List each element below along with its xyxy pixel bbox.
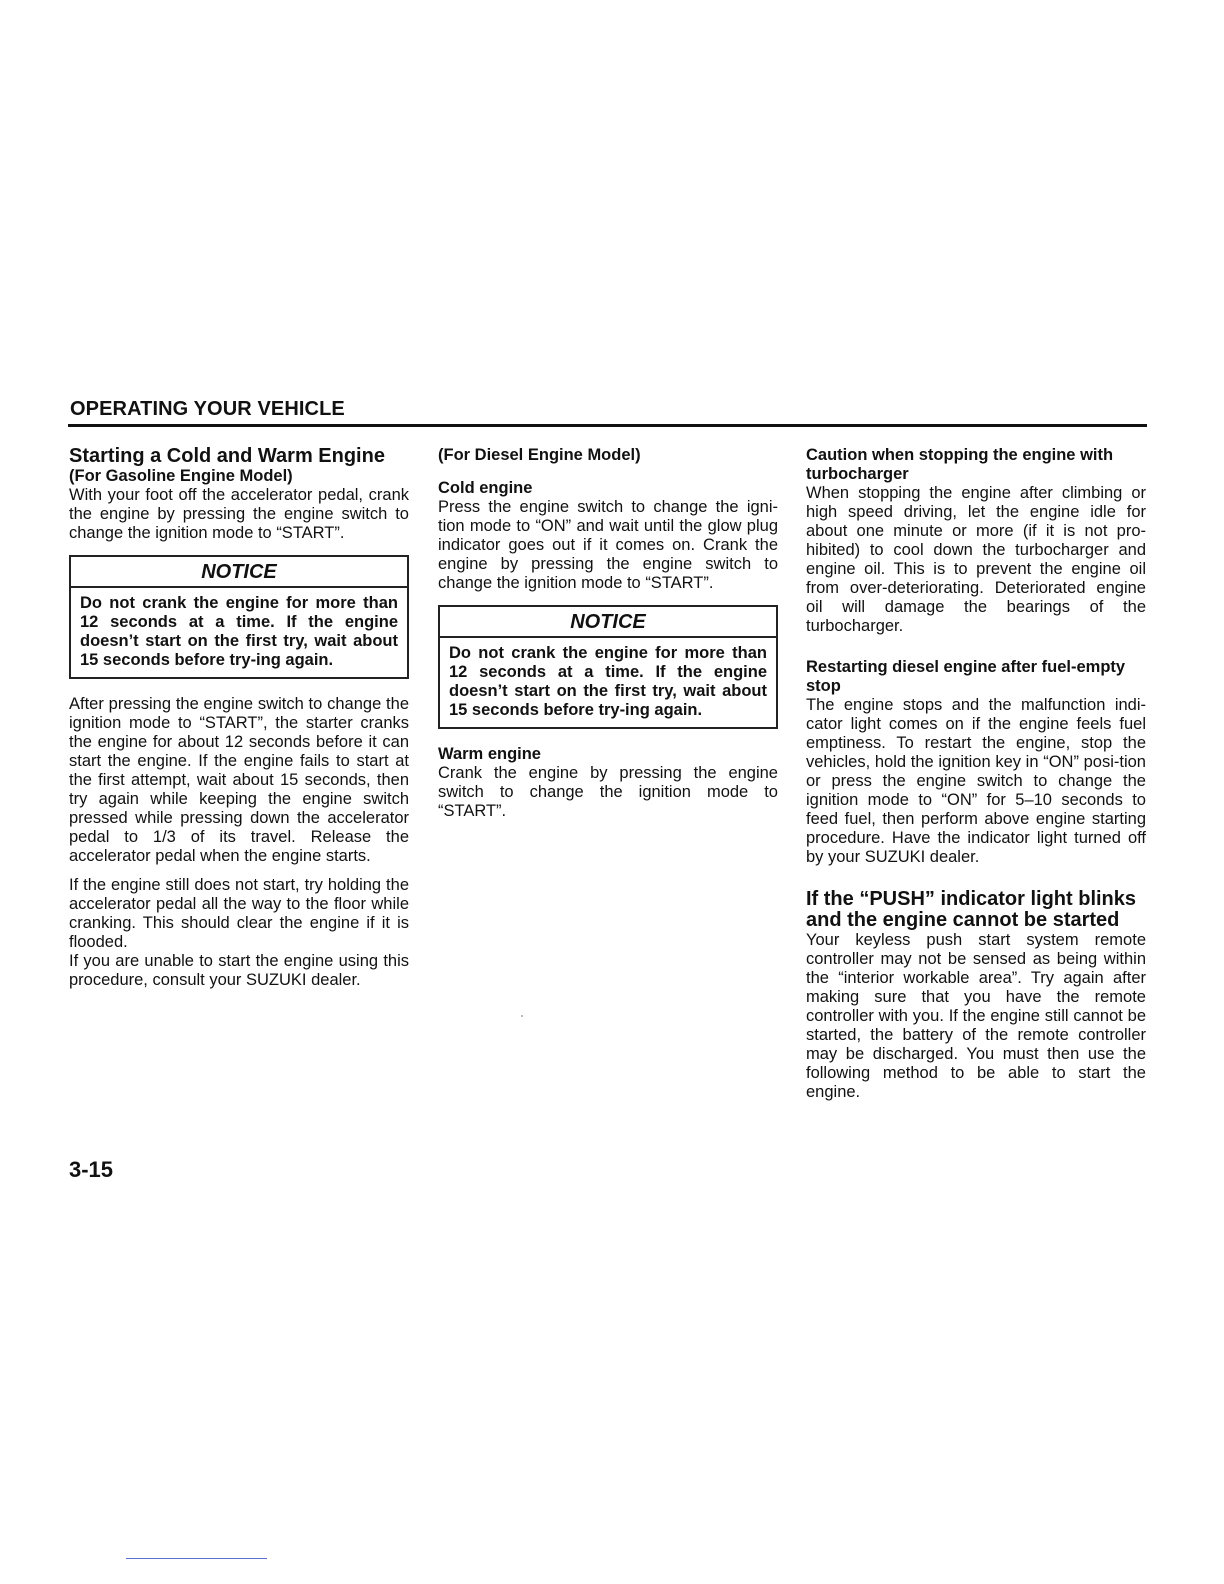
- gasoline-starter-text: After pressing the engine switch to change the ignition mode to “START”, the starter cranks the engine for about 12 seconds before it can start the engine. If the engine fails to start at the first attempt, wait about 15 seconds, then try again while keeping the engine switch pressed while pressing down the accelerator pedal to 1/3 of its travel. Release the accelerator pedal when the engine starts.: [69, 695, 409, 865]
- footer-line: [126, 1558, 267, 1559]
- column-2: [438, 446, 778, 831]
- column-1: [69, 446, 409, 1000]
- notice-box-gasoline: [69, 555, 409, 679]
- push-indicator-text: Your keyless push start system remote controller may not be sensed as being within the “interior workable area”. Try again after making sure that you have the remote controller with you. If the engine still cannot be started, the battery of the remote controller may be discharged. You must then use the following method to be able to start the engine.: [806, 931, 1146, 1101]
- subheading-gasoline-model: (For Gasoline Engine Model): [69, 467, 293, 485]
- heading-push-indicator: If the “PUSH” indicator light blinks and the engine cannot be started: [806, 888, 1137, 931]
- notice-text: Do not crank the engine for more than 12 seconds at a time. If the engine doesn’t start on the first try, wait about 15 seconds before try-ing again.: [80, 594, 398, 669]
- consult-dealer-text: If you are unable to start the engine using this procedure, consult your SUZUKI dealer.: [69, 952, 409, 989]
- notice-box-diesel: [438, 605, 778, 729]
- flooded-engine-text: If the engine still does not start, try holding the accelerator pedal all the way to the floor while cranking. This should clear the engine if it is flooded.: [69, 876, 409, 951]
- restart-diesel-text: The engine stops and the malfunction indi-cator light comes on if the engine feels fuel emptiness. To restart the engine, stop the vehicles, hold the ignition key in “ON” posi-tion or press the engine switch to change the ignition mode to “ON” for 5–10 seconds to feed fuel, then perform above engine starting procedure. Have the indicator light turned off by your SUZUKI dealer.: [806, 696, 1146, 866]
- heading-cold-engine: Cold engine: [438, 479, 533, 497]
- header-rule: [68, 424, 1147, 427]
- section-title: OPERATING YOUR VEHICLE: [70, 398, 345, 420]
- scan-speck: [521, 1015, 523, 1017]
- heading-warm-engine: Warm engine: [438, 745, 541, 763]
- gasoline-intro-text: With your foot off the accelerator pedal, crank the engine by pressing the engine switch to change the ignition mode to “START”.: [69, 486, 409, 542]
- notice-title: NOTICE: [71, 557, 407, 588]
- page-number: 3-15: [69, 1157, 114, 1182]
- heading-turbocharger-caution: Caution when stopping the engine with turbocharger: [806, 446, 1114, 483]
- heading-restart-diesel: Restarting diesel engine after fuel-empty stop: [806, 658, 1126, 695]
- warm-engine-text: Crank the engine by pressing the engine switch to change the ignition mode to “START”.: [438, 764, 778, 820]
- subheading-diesel-model: (For Diesel Engine Model): [438, 446, 641, 464]
- cold-engine-text: Press the engine switch to change the igni-tion mode to “ON” and wait until the glow plug indicator goes out if it comes on. Crank the engine by pressing the engine switch to change the ignition mode to “START”.: [438, 498, 778, 592]
- turbocharger-text: When stopping the engine after climbing or high speed driving, let the engine idle for about one minute or more (if it is not pro-hibited) to cool down the turbocharger and engine oil. This is to prevent the engine oil from over-deteriorating. Deteriorated engine oil will damage the bearings of the turbocharger.: [806, 484, 1146, 635]
- heading-starting-engine: Starting a Cold and Warm Engine: [69, 445, 385, 467]
- notice-text: Do not crank the engine for more than 12 seconds at a time. If the engine doesn’t start on the first try, wait about 15 seconds before try-ing again.: [449, 644, 767, 719]
- notice-title: NOTICE: [440, 607, 776, 638]
- column-3: [806, 446, 1146, 1112]
